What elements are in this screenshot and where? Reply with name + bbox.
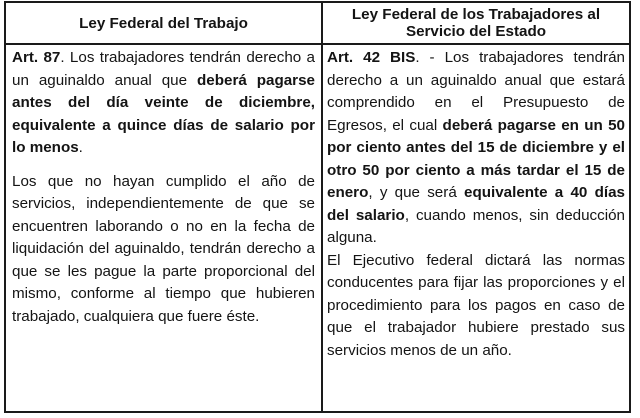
- column-divider: [321, 3, 323, 411]
- art-42-bis-text-b: , y que será: [368, 184, 464, 201]
- art-87-paragraph: [12, 47, 315, 160]
- ejecutivo-paragraph: El Ejecutivo federal dictará las normas conducentes para fijar las proporciones y el procedimiento para los pagos en caso de que el trabajador hubiere prestado sus servicios menos de un año.: [327, 251, 625, 359]
- art-87-label: Art. 87: [12, 49, 61, 66]
- header-ley-trabajadores-estado: Ley Federal de los Trabajadores al Servicio del Estado: [351, 6, 601, 40]
- art-42-bis-paragraph: [327, 47, 625, 250]
- art-42-bis-label: Art. 42 BIS: [327, 49, 416, 66]
- comparison-table: [4, 1, 631, 413]
- art-42-bis-text-a: . - Los trabajadores tendrán derecho a un aguinaldo anual que estará comprendido en el Presupuesto de Egresos, el cual: [327, 49, 625, 134]
- header-ley-federal-trabajo: Ley Federal del Trabajo: [79, 14, 248, 32]
- header-divider: [6, 43, 629, 45]
- right-column: [327, 47, 625, 362]
- proportional-paragraph: Los que no hayan cumplido el año de servicios, independientemente de que se encuentren laborando o no en la fecha de liquidación del aguinaldo, tendrán derecho a que se les pague la parte proporcional del mismo, conforme al tiempo que hubieren trabajado, cualquiera que fuere éste.: [12, 172, 315, 325]
- art-87-text: . Los trabajadores tendrán derecho a un aguinaldo anual que: [12, 49, 315, 89]
- art-87-end: .: [78, 139, 83, 156]
- art-87-bold-text: deberá pagarse antes del día veinte de diciembre, equivalente a quince días de salario por lo menos: [12, 71, 315, 156]
- art-42-bis-bold-a: deberá pagarse en un 50 por ciento antes del 15 de diciembre y el otro 50 por ciento a más tardar el 15 de enero: [327, 116, 625, 201]
- art-42-bis-text-c: , cuando menos, sin deducción alguna.: [327, 206, 625, 246]
- left-column: [12, 47, 315, 328]
- art-42-bis-bold-b: equivalente a 40 días del salario: [327, 184, 625, 224]
